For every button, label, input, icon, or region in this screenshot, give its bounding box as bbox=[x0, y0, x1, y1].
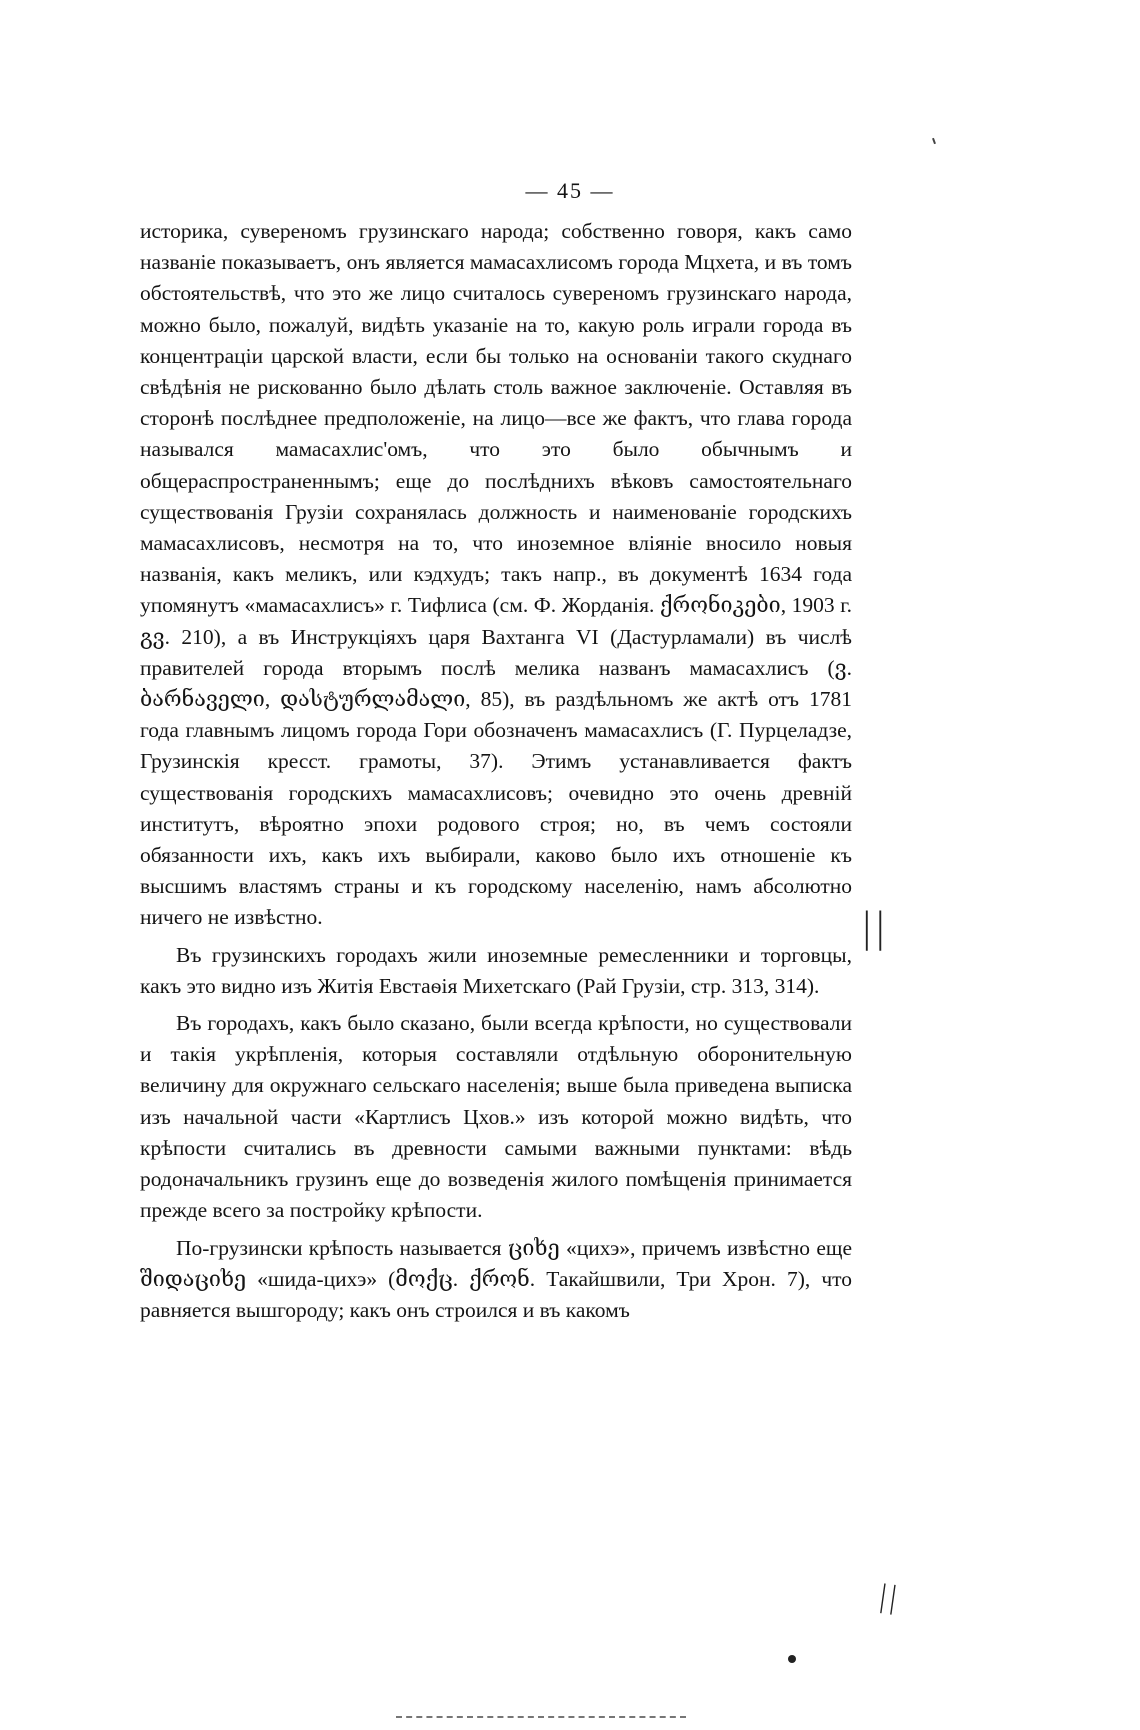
body-text bbox=[140, 216, 852, 1326]
scan-speck bbox=[932, 138, 936, 144]
margin-mark: || bbox=[875, 1578, 901, 1617]
paragraph-3: Въ городахъ, какъ было сказано, были всегда крѣпости, но существовали и такія укрѣпленія, которыя составляли отдѣльную оборонительную величину для окружнаго сельскаго населенія; выше была приведена выписка изъ начальной части «Картлисъ Цхов.» изъ которой можно видѣть, что крѣпости считались въ древности самыми важными пунктами: вѣдь родоначальникъ грузинъ еще до возведенія жилого помѣщенія принимается прежде всего за постройку крѣпости. bbox=[140, 1011, 852, 1223]
page-number: — 45 — bbox=[525, 178, 615, 203]
scan-speck bbox=[788, 1655, 796, 1663]
paragraph-4: По-грузински крѣпость называется ციხე «цихэ», причемъ извѣстно еще შიდაციხე «шида-цихэ» (მოქც. ქრონ. Такайшвили, Три Хрон. 7), что равняется вышгороду; какъ онъ строился и въ какомъ bbox=[140, 1235, 852, 1322]
paragraph-1: историка, сувереномъ грузинскаго народа; собственно говоря, какъ само названіе показываетъ, онъ является мамасахлисомъ города Мцхета, и въ томъ обстоятельствѣ, что это же лицо считалось сувереномъ грузинскаго народа, можно было, пожалуй, видѣть указаніе на то, какую роль играли города въ концентраціи царской власти, если бы только на основаніи такого скуднаго свѣдѣнія не рискованно было дѣлать столь важное заключеніе. Оставляя въ сторонѣ послѣднее предположеніе, на лицо—все же фактъ, что глава города назывался мамасахлис'омъ, что это было обычнымъ и общераспространеннымъ; еще до послѣднихъ вѣковъ самостоятельнаго существованія Грузіи сохранялась должность и наименованіе городскихъ мамасахлисовъ, несмотря на то, что иноземное вліяніе вносило новыя названія, какъ меликъ, или кэдхудъ; такъ напр., въ документѣ 1634 года упомянутъ «мамасахлисъ» г. Тифлиса (см. Ф. Жорданія. ქრონიკები, 1903 г. გვ. 210), а въ Инструкціяхъ царя Вахтанга VI (Дастурламали) въ числѣ правителей города вторымъ послѣ мелика названъ мамасахлисъ (ვ. ბარნაველი, დასტურლამალი, 85), въ раздѣльномъ же актѣ отъ 1781 года главнымъ лицомъ города Гори обозначенъ мамасахлисъ (Г. Пурцеладзе, Грузинскія кресст. грамоты, 37). Этимъ устанавливается фактъ существованія городскихъ мамасахлисовъ; очевидно это очень древній институтъ, вѣроятно эпохи родового строя; но, въ чемъ состояли обязанности ихъ, какъ ихъ выбирали, каково было ихъ отношеніе къ высшимъ властямъ страны и къ городскому населенію, намъ абсолютно ничего не извѣстно. bbox=[140, 219, 852, 930]
scan-smudge bbox=[396, 1716, 686, 1724]
margin-mark: || bbox=[860, 905, 887, 951]
paragraph-2: Въ грузинскихъ городахъ жили иноземные ремесленники и торговцы, какъ это видно изъ Житія Евстаѳія Михетскаго (Рай Грузіи, стр. 313, 314). bbox=[140, 942, 852, 998]
